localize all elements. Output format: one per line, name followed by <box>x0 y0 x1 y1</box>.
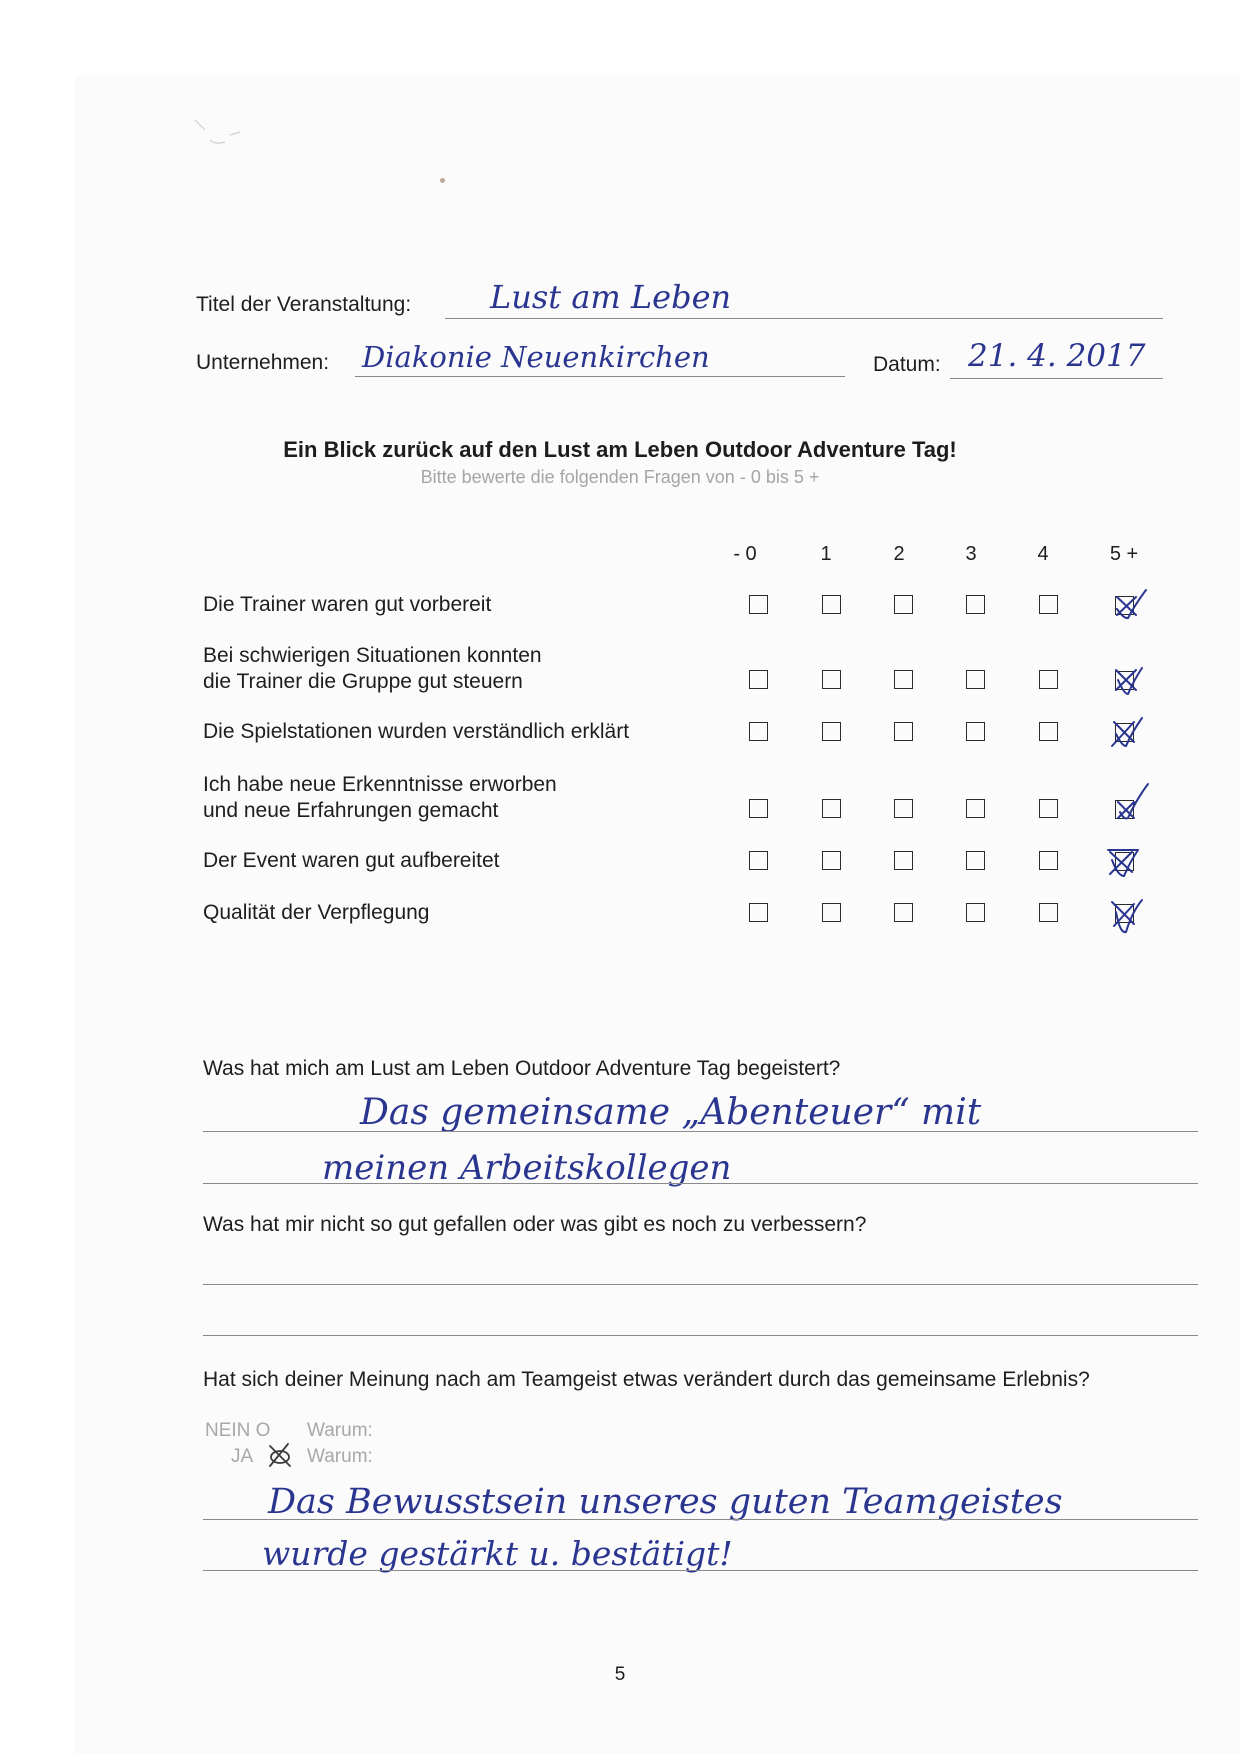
event-title-value: Lust am Leben <box>490 278 732 316</box>
q1-check-mark <box>1108 585 1148 625</box>
page-number: 5 <box>614 1664 626 1685</box>
open-question-1-answer-line-2: meinen Arbeitskollegen <box>322 1148 732 1188</box>
ja-selected-mark <box>262 1440 298 1470</box>
open-question-3-answer-line-1: Das Bewusstsein unseres guten Teamgeistes <box>268 1482 1063 1522</box>
ja-option-label: JA <box>231 1446 254 1467</box>
q6-checkbox-2[interactable] <box>894 903 913 922</box>
date-line <box>950 378 1163 379</box>
question-4-label <box>203 772 557 824</box>
q4-checkbox-3[interactable] <box>966 799 985 818</box>
open-question-1-prompt: Was hat mich am Lust am Leben Outdoor Adventure Tag begeistert? <box>203 1057 841 1080</box>
open-question-2-prompt: Was hat mir nicht so gut gefallen oder was gibt es noch zu verbessern? <box>203 1213 867 1236</box>
q1-checkbox-2[interactable] <box>894 595 913 614</box>
q6-check-mark <box>1106 894 1146 934</box>
q3-check-mark <box>1106 712 1146 752</box>
question-6-line-1: Qualität der Verpflegung <box>203 901 430 924</box>
q4-checkbox-4[interactable] <box>1039 799 1058 818</box>
q5-checkbox-4[interactable] <box>1039 851 1058 870</box>
q6-checkbox-minus0[interactable] <box>749 903 768 922</box>
scale-label-minus0: - 0 <box>733 543 757 565</box>
q3-checkbox-3[interactable] <box>966 722 985 741</box>
question-2-label <box>203 643 542 695</box>
open-question-2-line-2 <box>203 1335 1198 1336</box>
nein-reason-label: Warum: <box>307 1420 373 1441</box>
company-line <box>355 376 845 377</box>
open-question-3-prompt: Hat sich deiner Meinung nach am Teamgeist etwas verändert durch das gemeinsame Erlebnis? <box>203 1368 1090 1391</box>
q5-checkbox-3[interactable] <box>966 851 985 870</box>
open-question-3-line-1 <box>203 1519 1198 1520</box>
q3-checkbox-2[interactable] <box>894 722 913 741</box>
question-4-line-2: und neue Erfahrungen gemacht <box>203 799 499 822</box>
q3-checkbox-1[interactable] <box>822 722 841 741</box>
question-3-line-1: Die Spielstationen wurden verständlich erklärt <box>203 720 630 743</box>
q6-checkbox-3[interactable] <box>966 903 985 922</box>
date-value: 21. 4. 2017 <box>968 338 1146 374</box>
scale-label-3: 3 <box>965 543 977 565</box>
company-label: Unternehmen: <box>196 351 330 374</box>
q4-check-mark <box>1108 780 1148 820</box>
q5-check-mark <box>1104 842 1144 882</box>
q5-checkbox-minus0[interactable] <box>749 851 768 870</box>
q1-checkbox-3[interactable] <box>966 595 985 614</box>
open-question-1-line-1 <box>203 1131 1198 1132</box>
event-title-line <box>445 318 1163 319</box>
q4-checkbox-minus0[interactable] <box>749 799 768 818</box>
q1-checkbox-minus0[interactable] <box>749 595 768 614</box>
scale-label-4: 4 <box>1037 543 1049 565</box>
question-2-line-2: die Trainer die Gruppe gut steuern <box>203 670 523 693</box>
question-4-line-1: Ich habe neue Erkenntnisse erworben <box>203 773 557 796</box>
date-label: Datum: <box>873 353 941 376</box>
question-1-label <box>203 592 491 618</box>
open-question-3-answer-line-2: wurde gestärkt u. bestätigt! <box>262 1534 733 1573</box>
scale-label-2: 2 <box>893 543 905 565</box>
question-2-line-1: Bei schwierigen Situationen konnten <box>203 644 542 667</box>
ja-reason-label: Warum: <box>307 1446 373 1467</box>
q5-checkbox-1[interactable] <box>822 851 841 870</box>
survey-subheading: Bitte bewerte die folgenden Fragen von - 0 bis 5 + <box>420 467 820 487</box>
q3-checkbox-minus0[interactable] <box>749 722 768 741</box>
question-5-line-1: Der Event waren gut aufbereitet <box>203 849 500 872</box>
open-question-2-line-1 <box>203 1284 1198 1285</box>
survey-heading: Ein Blick zurück auf den Lust am Leben Outdoor Adventure Tag! <box>283 437 957 462</box>
q4-checkbox-1[interactable] <box>822 799 841 818</box>
q6-checkbox-4[interactable] <box>1039 903 1058 922</box>
q2-checkbox-2[interactable] <box>894 670 913 689</box>
q2-checkbox-4[interactable] <box>1039 670 1058 689</box>
open-question-1-answer-line-1: Das gemeinsame „Abenteuer“ mit <box>360 1092 982 1133</box>
scan-dot <box>440 178 445 183</box>
open-question-1-line-2 <box>203 1183 1198 1184</box>
q2-check-mark <box>1108 660 1148 700</box>
company-value: Diakonie Neuenkirchen <box>362 340 710 374</box>
q5-checkbox-2[interactable] <box>894 851 913 870</box>
open-question-3-line-2 <box>203 1570 1198 1571</box>
scale-label-5plus: 5 + <box>1109 543 1139 565</box>
scan-smudge <box>185 100 265 160</box>
nein-option-label: NEIN O <box>205 1420 271 1441</box>
q4-checkbox-2[interactable] <box>894 799 913 818</box>
q1-checkbox-4[interactable] <box>1039 595 1058 614</box>
q3-checkbox-4[interactable] <box>1039 722 1058 741</box>
q1-checkbox-1[interactable] <box>822 595 841 614</box>
question-3-label <box>203 719 629 745</box>
scale-label-1: 1 <box>820 543 832 565</box>
event-title-label: Titel der Veranstaltung: <box>196 293 412 316</box>
q2-checkbox-1[interactable] <box>822 670 841 689</box>
q2-checkbox-minus0[interactable] <box>749 670 768 689</box>
q6-checkbox-1[interactable] <box>822 903 841 922</box>
question-6-label <box>203 900 430 926</box>
question-1-line-1: Die Trainer waren gut vorbereit <box>203 593 492 616</box>
question-5-label <box>203 848 500 874</box>
q2-checkbox-3[interactable] <box>966 670 985 689</box>
